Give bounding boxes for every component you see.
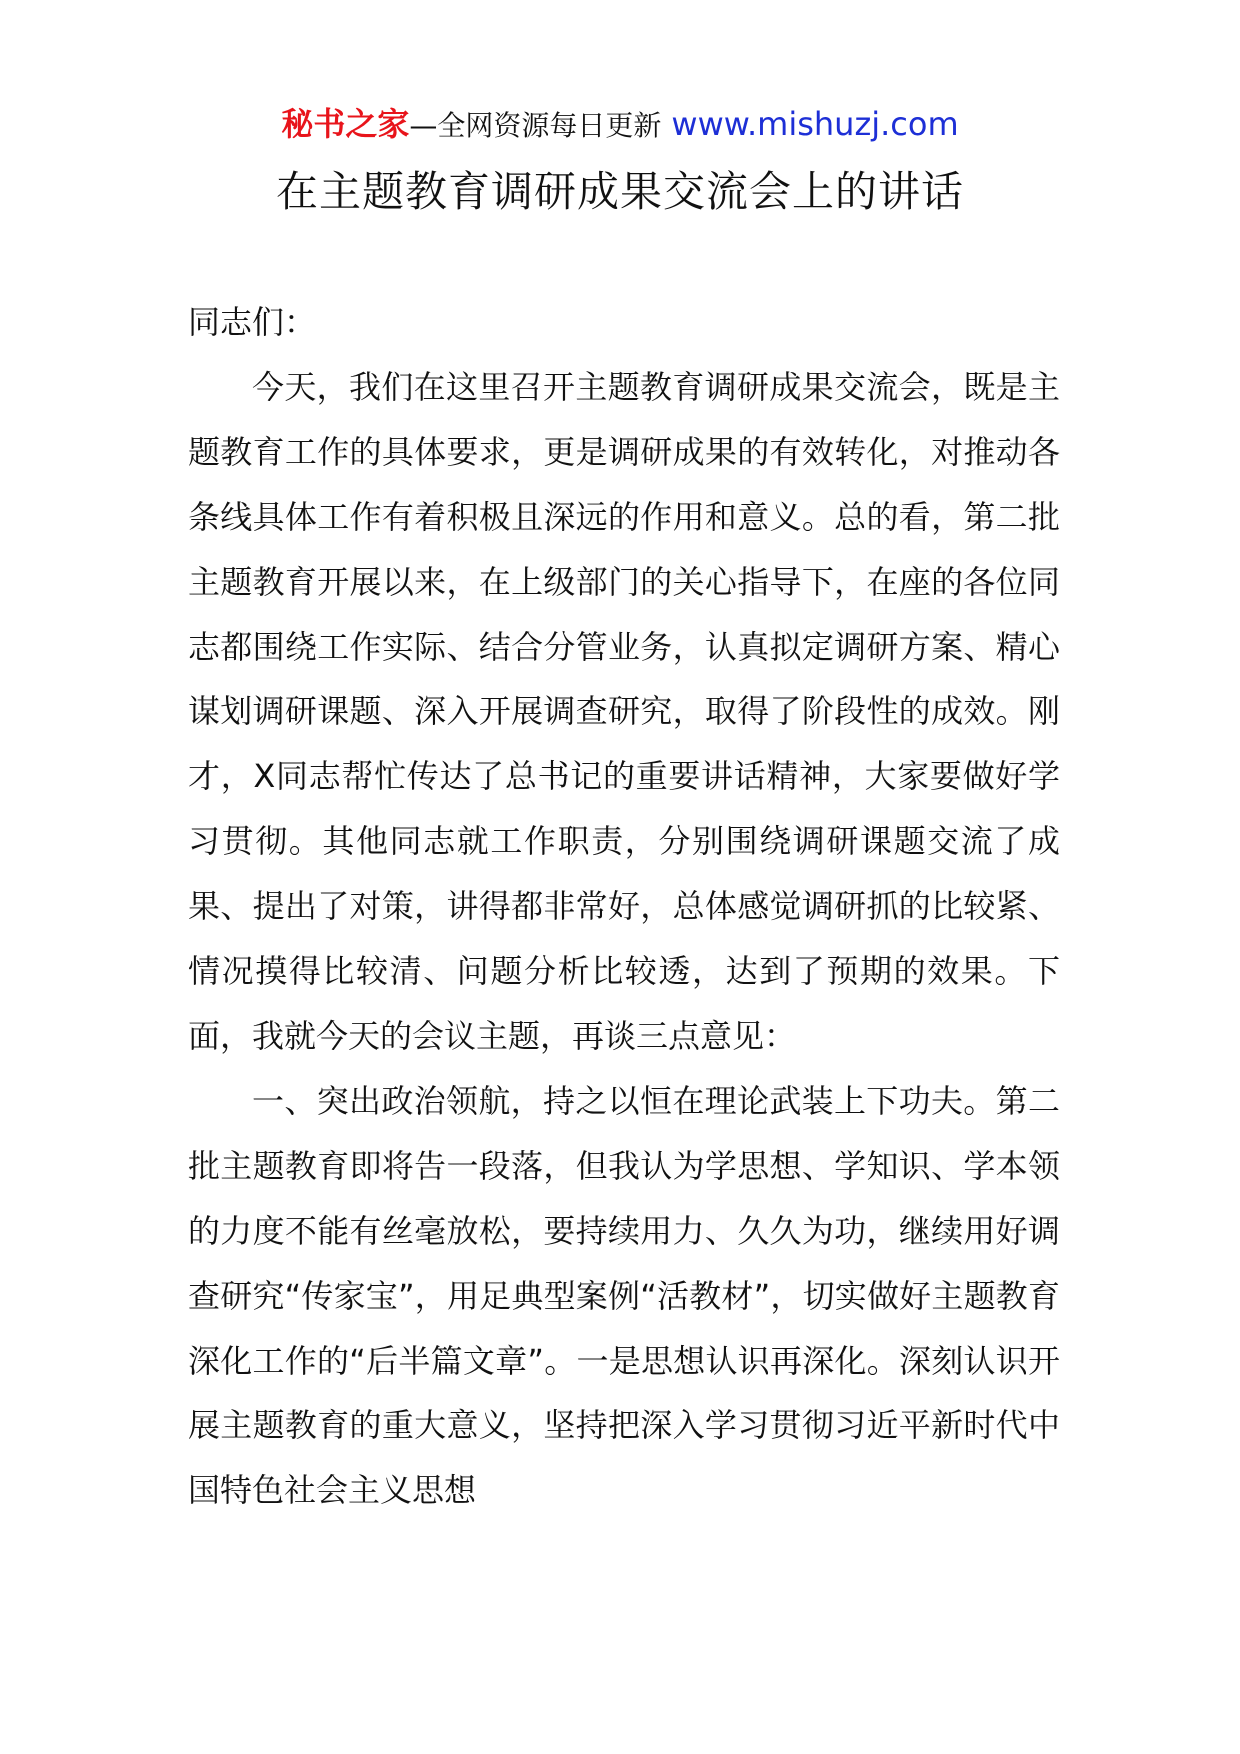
brand-name: 秘书之家 xyxy=(281,105,410,143)
document-body xyxy=(188,290,1060,1523)
section-1-text: 第二批主题教育即将告一段落，但我认为学思想、学知识、学本领的力度不能有丝毫放松，要持续用力、久久为功，继续用好调查研究“传家宝”，用足典型案例“活教材”，切实做好主题教育深化工作的“后半篇文章”。一是思想认识再深化。深刻认识开展主题教育的重大意义，坚持把深入学习贯彻习近平新时代中国特色社会主义思想 xyxy=(188,1081,1060,1510)
salutation: 同志们： xyxy=(188,303,317,341)
section-1-paragraph xyxy=(188,1069,1060,1523)
site-header xyxy=(0,104,1240,146)
section-1-heading: 一、突出政治领航，持之以恒在理论武装上下功夫。 xyxy=(252,1081,996,1120)
document-title: 在主题教育调研成果交流会上的讲话 xyxy=(275,167,964,216)
header-tagline: —全网资源每日更新 xyxy=(409,109,662,142)
body-paragraph-1: 今天，我们在这里召开主题教育调研成果交流会，既是主题教育工作的具体要求，更是调研成果的有效转化，对推动各条线具体工作有着积极且深远的作用和意义。总的看，第二批主题教育开展以来，在上级部门的关心指导下，在座的各位同志都围绕工作实际、结合分管业务，认真拟定调研方案、精心谋划调研课题、深入开展调查研究，取得了阶段性的成效。刚才，X同志帮忙传达了总书记的重要讲话精神，大家要做好学习贯彻。其他同志就工作职责，分别围绕调研课题交流了成果、提出了对策，讲得都非常好，总体感觉调研抓的比较紧、情况摸得比较清、问题分析比较透，达到了预期的效果。下面，我就今天的会议主题，再谈三点意见： xyxy=(188,367,1060,1055)
site-url-link[interactable]: www.mishuzj.com xyxy=(671,105,959,143)
